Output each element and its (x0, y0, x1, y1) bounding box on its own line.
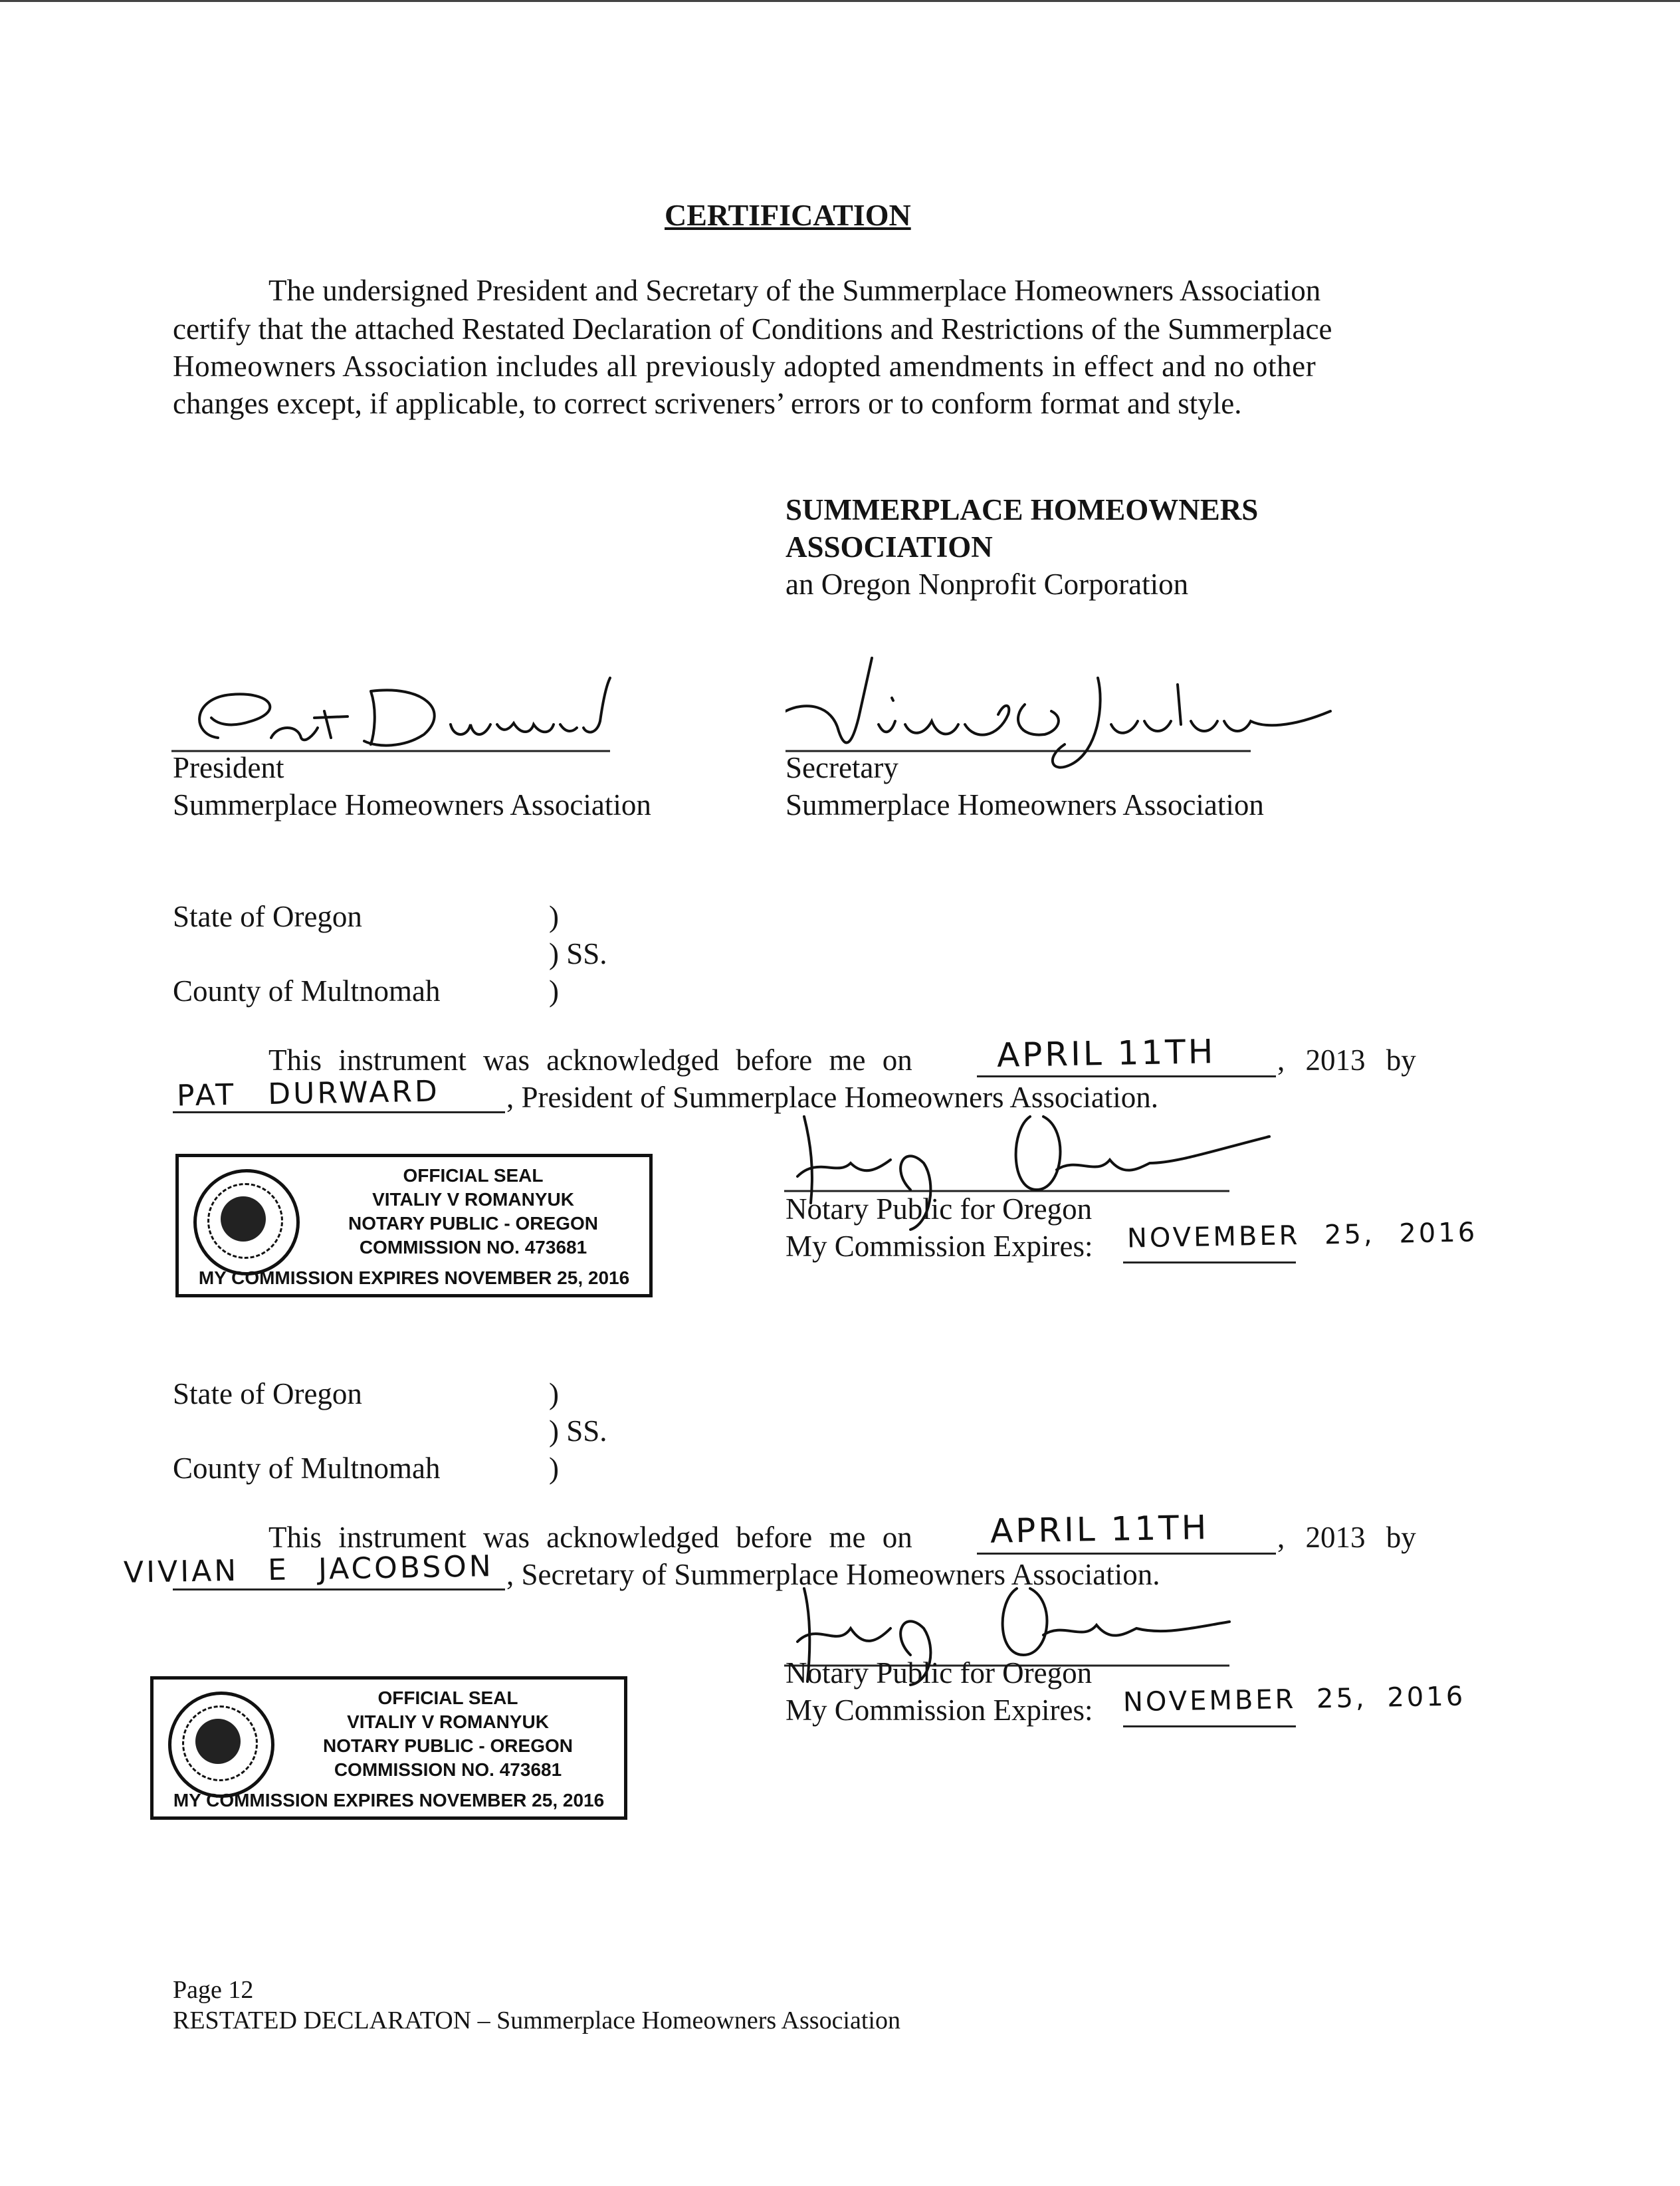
association-name-line-1: SUMMERPLACE HOMEOWNERS (786, 493, 1259, 526)
notary-1-expires-label: My Commission Expires: (786, 1230, 1093, 1263)
seal-2-line-2: VITALIY V ROMANYUK (347, 1711, 549, 1732)
president-signature (171, 671, 630, 758)
body-line-3: Homeowners Association includes all previously adopted amendments in effect and no other (173, 350, 1316, 383)
secretary-title: Secretary (786, 751, 898, 784)
notary-2-signer-line (173, 1588, 505, 1590)
association-name-line-2: ASSOCIATION (786, 530, 993, 564)
notary-1-expires-line (1123, 1261, 1296, 1263)
notary-1-county: County of Multnomah (173, 974, 441, 1008)
seal-2-line-1: OFFICIAL SEAL (377, 1688, 518, 1708)
notary-1-paren-top: ) (549, 900, 559, 933)
notary-1-year: , 2013 by (1277, 1043, 1416, 1077)
notary-2-date-line (977, 1553, 1276, 1555)
notary-2-notary-label: Notary Public for Oregon (786, 1656, 1093, 1690)
footer-document-title: RESTATED DECLARATON – Summerplace Homeowners Association (173, 2007, 900, 2034)
notary-2-year: , 2013 by (1277, 1521, 1416, 1554)
president-org: Summerplace Homeowners Association (173, 788, 651, 821)
notary-2-ack-text: This instrument was acknowledged before me on (268, 1521, 912, 1554)
body-line-2: certify that the attached Restated Declaration of Conditions and Restrictions of the Summerplace (173, 312, 1332, 346)
notary-2-county: County of Multnomah (173, 1452, 441, 1485)
notary-2-state: State of Oregon (173, 1377, 362, 1410)
notary-2-expires-line (1123, 1725, 1296, 1727)
notary-2-signer: VIVIAN E JACOBSON (123, 1549, 494, 1590)
scan-top-edge (0, 0, 1680, 2)
page-title: CERTIFICATION (665, 198, 911, 232)
body-line-1: The undersigned President and Secretary of the Summerplace Homeowners Association (268, 274, 1321, 307)
notary-1-official-seal (175, 1154, 653, 1297)
notary-1-notary-label: Notary Public for Oregon (786, 1192, 1093, 1226)
seal-2-line-3: NOTARY PUBLIC - OREGON (323, 1735, 573, 1756)
notary-2-expires-label: My Commission Expires: (786, 1694, 1093, 1727)
notary-2-paren-top: ) (549, 1377, 559, 1410)
notary-1-expires-value: NOVEMBER 25, 2016 (1126, 1217, 1478, 1254)
notary-1-date-line (977, 1075, 1276, 1077)
notary-2-ss: ) SS. (549, 1414, 607, 1448)
seal-2-line-5: MY COMMISSION EXPIRES NOVEMBER 25, 2016 (173, 1790, 605, 1810)
president-title: President (173, 751, 284, 784)
seal-1-line-5: MY COMMISSION EXPIRES NOVEMBER 25, 2016 (198, 1267, 630, 1288)
seal-1-line-2: VITALIY V ROMANYUK (372, 1189, 574, 1210)
notary-1-role: , President of Summerplace Homeowners Association. (506, 1081, 1159, 1114)
notary-2-official-seal (150, 1676, 627, 1820)
association-subtitle: an Oregon Nonprofit Corporation (786, 568, 1189, 601)
notary-1-signer: PAT DURWARD (176, 1074, 441, 1113)
oregon-seal-icon (168, 1692, 274, 1798)
notary-2-paren-bottom: ) (549, 1452, 559, 1485)
secretary-org: Summerplace Homeowners Association (786, 788, 1264, 821)
notary-1-state: State of Oregon (173, 900, 362, 933)
notary-1-ack-date: APRIL 11TH (996, 1032, 1216, 1075)
body-line-4: changes except, if applicable, to correct scriveners’ errors or to conform format and style. (173, 387, 1242, 420)
oregon-seal-icon (193, 1169, 300, 1275)
seal-1-line-1: OFFICIAL SEAL (403, 1165, 544, 1186)
notary-2-ack-date: APRIL 11TH (990, 1508, 1209, 1551)
seal-1-line-4: COMMISSION NO. 473681 (359, 1237, 587, 1257)
footer-page-number: Page 12 (173, 1976, 254, 2004)
notary-1-paren-bottom: ) (549, 974, 559, 1008)
seal-2-line-4: COMMISSION NO. 473681 (334, 1759, 562, 1780)
notary-2-expires-value: NOVEMBER 25, 2016 (1122, 1681, 1466, 1718)
notary-1-ack-text: This instrument was acknowledged before me on (268, 1043, 912, 1077)
notary-1-ss: ) SS. (549, 937, 607, 970)
notary-2-role: , Secretary of Summerplace Homeowners Association. (506, 1558, 1160, 1591)
seal-1-line-3: NOTARY PUBLIC - OREGON (348, 1213, 598, 1234)
